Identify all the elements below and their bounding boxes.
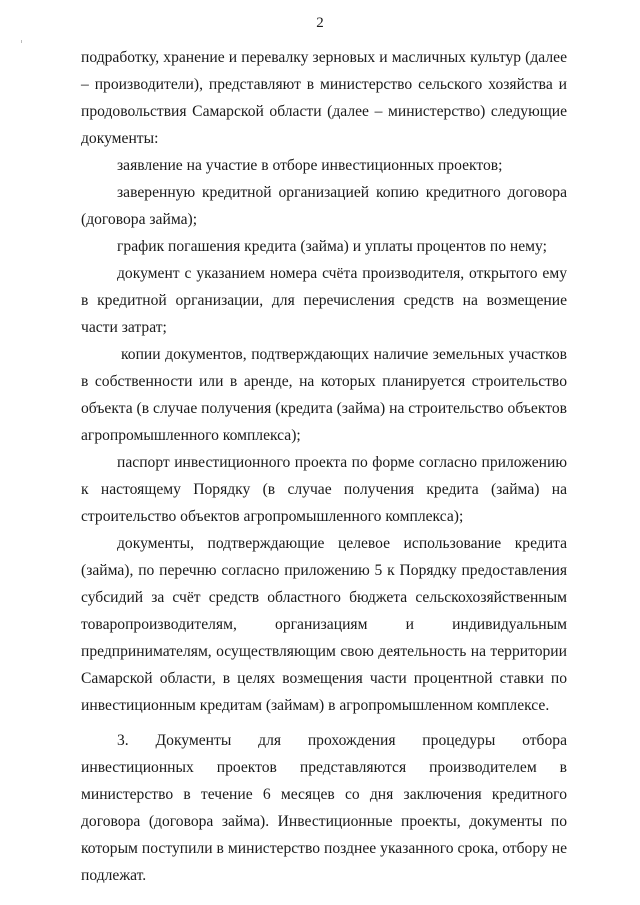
page-number: 2: [316, 15, 324, 31]
list-item-target-use-documents: документы, подтверждающие целевое использование кредита (займа), по перечню согласно приложению 5 к Порядку предоставления субсидий за счёт средств областного бюджета сельскохозяйственным товаропроизводителям, организациям и индивидуальным предпринимателям, осуществляющим свою деятельность на территории Самарской области, в целях возмещения части процентной ставки по инвестиционным кредитам (займам) в агропромышленном комплексе.: [81, 535, 567, 714]
list-item-project-passport: паспорт инвестиционного проекта по форме согласно приложению к настоящему Порядку (в случае получения кредита (займа) на строительство объектов агропромышленного комплекса);: [81, 454, 567, 525]
document-body: [81, 44, 567, 889]
list-item-application: заявление на участие в отборе инвестиционных проектов;: [117, 157, 503, 174]
paragraph-section-3: 3. Документы для прохождения процедуры отбора инвестиционных проектов представляются производителем в министерство в течение 6 месяцев со дня заключения кредитного договора (договора займа). Инвестиционные проекты, документы по которым поступили в министерство позднее указанного срока, отбору не подлежат.: [81, 732, 567, 884]
list-item-account-document: документ с указанием номера счёта производителя, открытого ему в кредитной организации, для перечисления средств на возмещение части затрат;: [81, 265, 567, 336]
list-item-repayment-schedule: график погашения кредита (займа) и уплаты процентов по нему;: [117, 238, 547, 255]
paragraph-intro: подработку, хранение и перевалку зерновых и масличных культур (далее – производители), представляют в министерство сельского хозяйства и продовольствия Самарской области (далее – министерство) следующие документы:: [81, 49, 567, 147]
margin-mark: [21, 40, 22, 43]
list-item-land-documents: копии документов, подтверждающих наличие земельных участков в собственности или в аренде, на которых планируется строительство объекта (в случае получения (кредита (займа) на строительство объектов агропромышленного комплекса);: [81, 346, 567, 444]
list-item-loan-contract-copy: заверенную кредитной организацией копию кредитного договора (договора займа);: [81, 184, 567, 228]
